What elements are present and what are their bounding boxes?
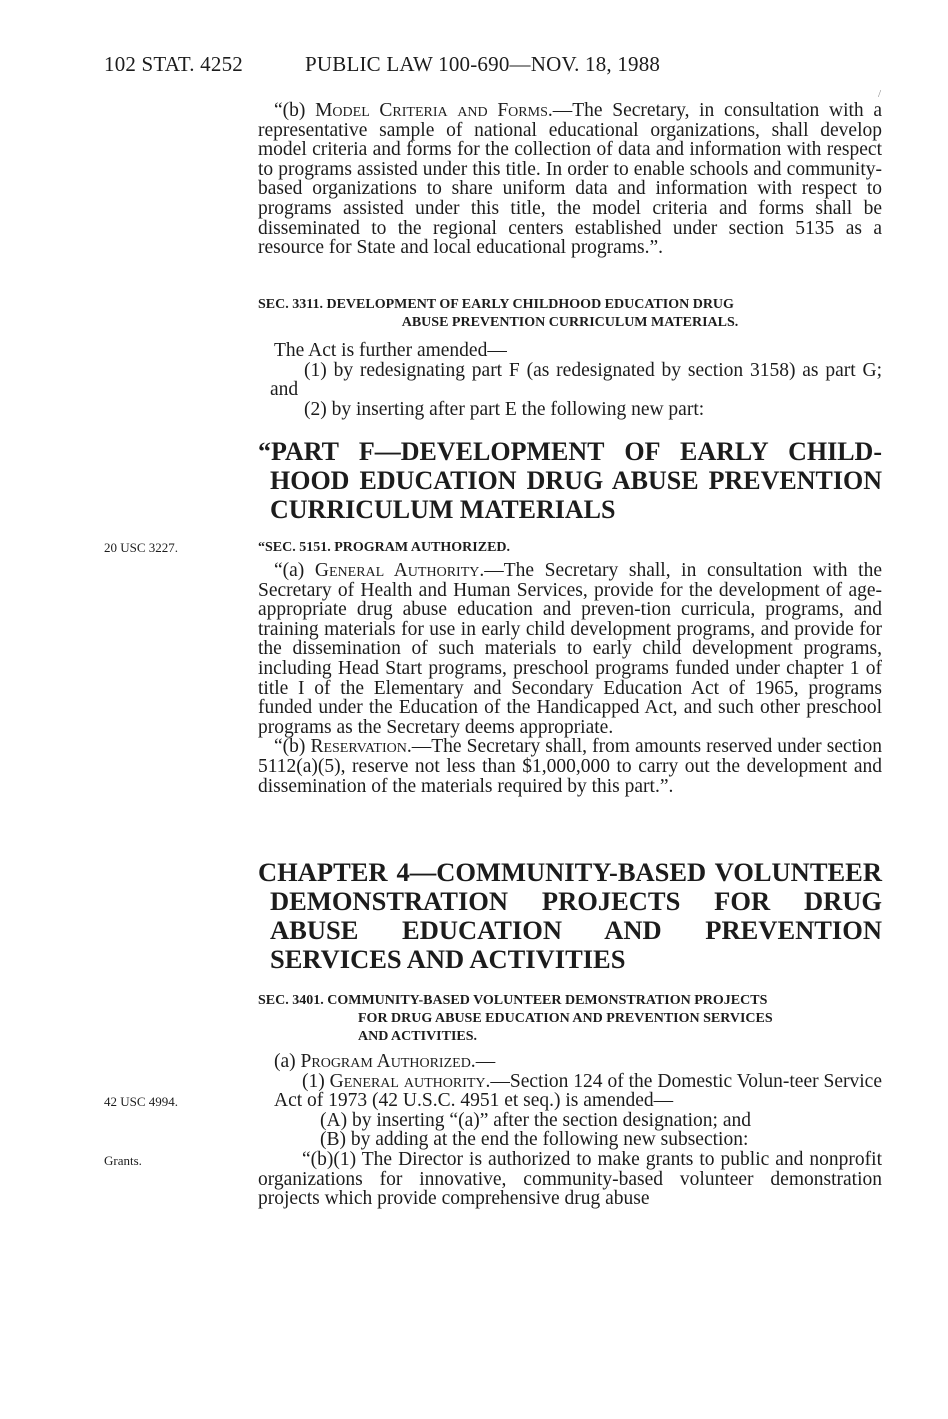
section-heading: [258, 992, 882, 1046]
paragraph: [258, 561, 882, 737]
section-heading-line: FOR DRUG ABUSE EDUCATION AND PREVENTION SERVICES: [358, 1011, 773, 1026]
subsection-heading: Reservation.: [310, 736, 412, 758]
subsection-a: [258, 1052, 882, 1072]
section-heading-line: SEC. 3311. DEVELOPMENT OF EARLY CHILDHOOD EDUCATION DRUG: [258, 297, 734, 312]
part-f-heading: [258, 437, 882, 524]
subsection-heading: General Authority.: [314, 560, 485, 581]
lead: “(b): [274, 100, 316, 121]
intro-text: The Act is further amended—: [274, 340, 507, 361]
paragraph-heading: General authority.: [329, 1070, 491, 1092]
lead: “(b): [274, 736, 311, 758]
stray-mark: /: [878, 88, 882, 100]
paragraph-text: —The Secretary shall, in consultation with the Secretary of Health and Human Services, provide for the development of age-appropriate drug abuse education and preven-tion curricula, programs, and training materials for use in early child development programs, and provide for the dissemination of such materials to early child development programs, including Head Start programs, preschool programs funded under chapter 1 of title I of the Elementary and Secondary Education Act of 1965, programs funded under the Education of the Handicapped Act, and such other preschool programs as the Secretary deems appropriate.: [258, 560, 882, 738]
subsection-b-model-criteria: [258, 101, 882, 258]
paragraph: [258, 737, 882, 796]
list-item: (2) by inserting after part E the following new part:: [304, 398, 705, 420]
subsection-heading: Model Criteria and Forms.: [315, 100, 553, 121]
section-3401-heading: [258, 992, 882, 1046]
section-heading-line: AND ACTIVITIES.: [358, 1029, 478, 1044]
section-3311-body: [258, 341, 882, 419]
section-heading-line: ABUSE PREVENTION CURRICULUM MATERIALS.: [401, 315, 739, 330]
sidenote-usc: 42 USC 4994.: [104, 1094, 179, 1109]
paragraph: [258, 101, 882, 258]
lead: “(a): [274, 560, 315, 581]
subsection-heading: Program Authorized.: [300, 1051, 476, 1072]
chapter-4-heading: [258, 858, 882, 974]
section-heading: “SEC. 5151. PROGRAM AUTHORIZED.: [258, 540, 511, 555]
dash: —: [475, 1051, 496, 1072]
law-title: PUBLIC LAW 100-690—NOV. 18, 1988: [305, 52, 661, 76]
lead: (1): [302, 1070, 330, 1092]
section-3311-heading: [258, 296, 882, 332]
list-item: (1) by redesignating part F (as redesignated by section 3158) as part G; and: [270, 359, 882, 401]
chapter-heading: CHAPTER 4—COMMUNITY-BASED VOLUNTEER DEMONSTRATION PROJECTS FOR DRUG ABUSE EDUCATION AND PREVENTION SERVICES AND ACTIVITIES: [258, 857, 882, 974]
paragraph-text: —Section 124 of the Domestic Volun-teer Service Act of 1973 (42 U.S.C. 4951 et seq.) is amended—: [274, 1070, 882, 1112]
clause-B: (B) by adding at the end the following new subsection:: [320, 1129, 749, 1151]
paragraph-text: —The Secretary shall, from amounts reserved under section 5112(a)(5), reserve not less than $1,000,000 to carry out the development and dissemination of the materials required by this part.”.: [258, 736, 882, 797]
section-heading-line: SEC. 3401. COMMUNITY-BASED VOLUNTEER DEMONSTRATION PROJECTS: [258, 993, 768, 1008]
section-heading: [258, 296, 882, 332]
subsection-b1: “(b)(1) The Director is authorized to make grants to public and nonprofit organizations for innovative, community-based volunteer demonstration projects which provide comprehensive drug abuse: [258, 1148, 882, 1210]
paragraph-1: [258, 1072, 882, 1111]
lead: (a): [274, 1051, 301, 1072]
sidenote-usc: 20 USC 3227.: [104, 540, 179, 555]
part-heading: “PART F—DEVELOPMENT OF EARLY CHILD-HOOD EDUCATION DRUG ABUSE PREVENTION CURRICULUM MATERIALS: [258, 437, 882, 524]
page-reference: 102 STAT. 4252: [104, 52, 243, 76]
section-5151: [258, 539, 882, 796]
sidenote-grants: Grants.: [104, 1153, 142, 1168]
section-3401-body: [258, 1052, 882, 1209]
paragraph-text: —The Secretary, in consultation with a representative sample of national educational organizations, shall develop model criteria and forms for the collection of data and information with respect to programs assisted under this title. In order to enable schools and community-based organizations to share uniform data and information with respect to programs assisted under this title, the model criteria and forms shall be disseminated to the regional centers established under section 5135 as a resource for State and local educational programs.”.: [258, 100, 882, 259]
clause-A: (A) by inserting “(a)” after the section designation; and: [320, 1109, 752, 1131]
